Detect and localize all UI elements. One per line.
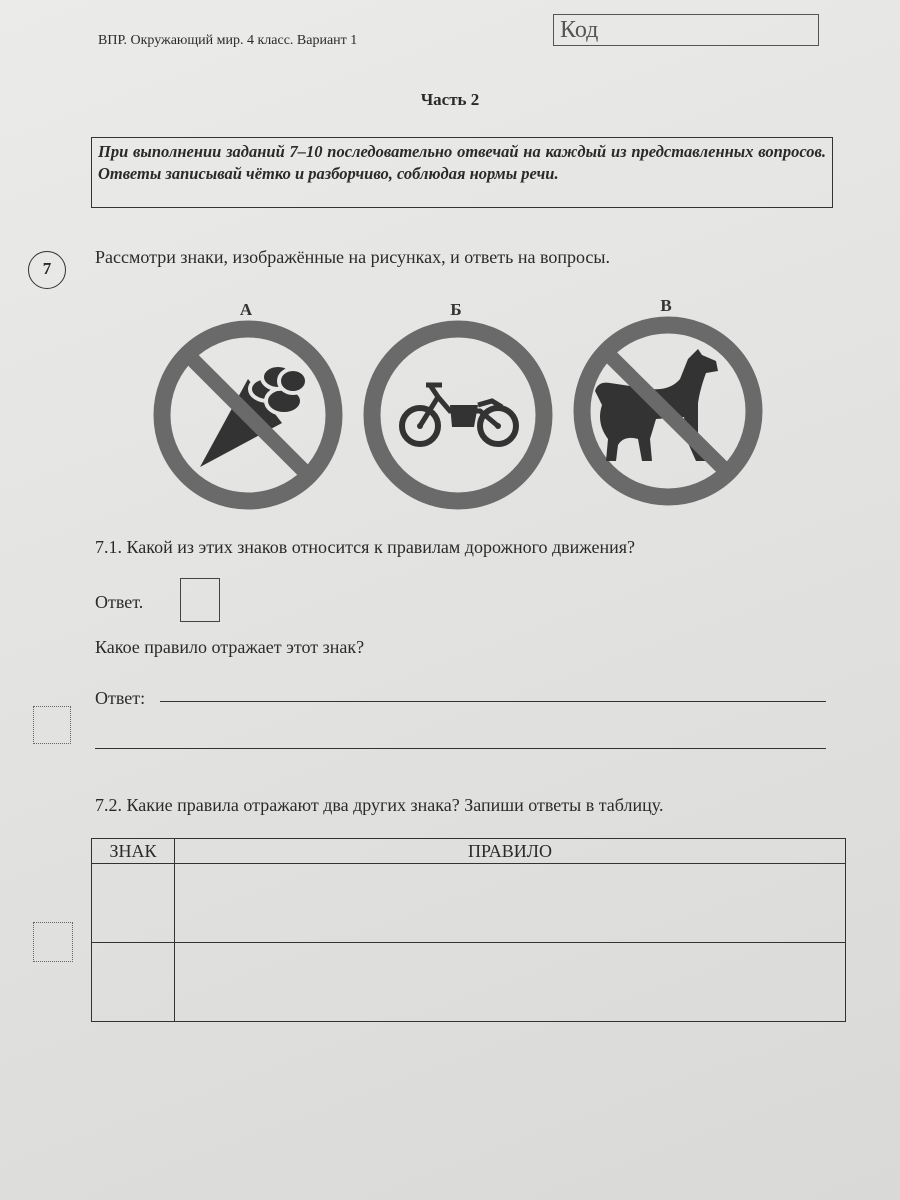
table-header-rule: ПРАВИЛО: [175, 839, 846, 864]
answer-line-1[interactable]: [160, 701, 826, 702]
answer-label-7-1: Ответ.: [95, 592, 144, 612]
table-cell-rule[interactable]: [175, 864, 846, 943]
sign-a-label: А: [239, 300, 253, 319]
task-number: 7: [28, 251, 66, 289]
score-box-7-2: [33, 922, 73, 962]
table-cell-rule[interactable]: [175, 943, 846, 1022]
table-cell-sign[interactable]: [92, 943, 175, 1022]
sign-b-label: Б: [450, 300, 462, 319]
question-7-1: 7.1. Какой из этих знаков относится к правилам дорожного движения?: [95, 537, 636, 557]
table-header-sign: ЗНАК: [92, 839, 175, 864]
sign-a: [162, 300, 334, 501]
table-cell-sign[interactable]: [92, 864, 175, 943]
answer-label-rule: Ответ:: [95, 688, 146, 708]
score-box-7-1: [33, 706, 71, 744]
code-field[interactable]: [553, 14, 819, 46]
answer-line-2[interactable]: [95, 748, 826, 749]
motorcycle-icon: [402, 385, 516, 444]
task-text: Рассмотри знаки, изображённые на рисунках, и ответь на вопросы.: [95, 247, 611, 267]
instruction-box: При выполнении заданий 7–10 последовательно отвечай на каждый из представленных вопросов. Ответы записывай чётко и разборчиво, соблюдая нормы речи.: [91, 137, 833, 208]
sign-v: [582, 296, 754, 497]
sign-v-label: В: [660, 296, 672, 315]
rules-table: [91, 838, 846, 1022]
part-title: Часть 2: [420, 90, 480, 109]
signs-figure: [150, 293, 770, 513]
sign-b: [372, 300, 544, 501]
rule-question: Какое правило отражает этот знак?: [95, 637, 365, 657]
question-7-2: 7.2. Какие правила отражают два других знака? Запиши ответы в таблицу.: [95, 795, 664, 815]
header-title: ВПР. Окружающий мир. 4 класс. Вариант 1: [98, 33, 358, 48]
answer-box-7-1[interactable]: [180, 578, 220, 622]
code-label: Код: [560, 17, 599, 43]
table-row: [92, 943, 846, 1022]
table-header-row: [92, 839, 846, 864]
table-row: [92, 864, 846, 943]
